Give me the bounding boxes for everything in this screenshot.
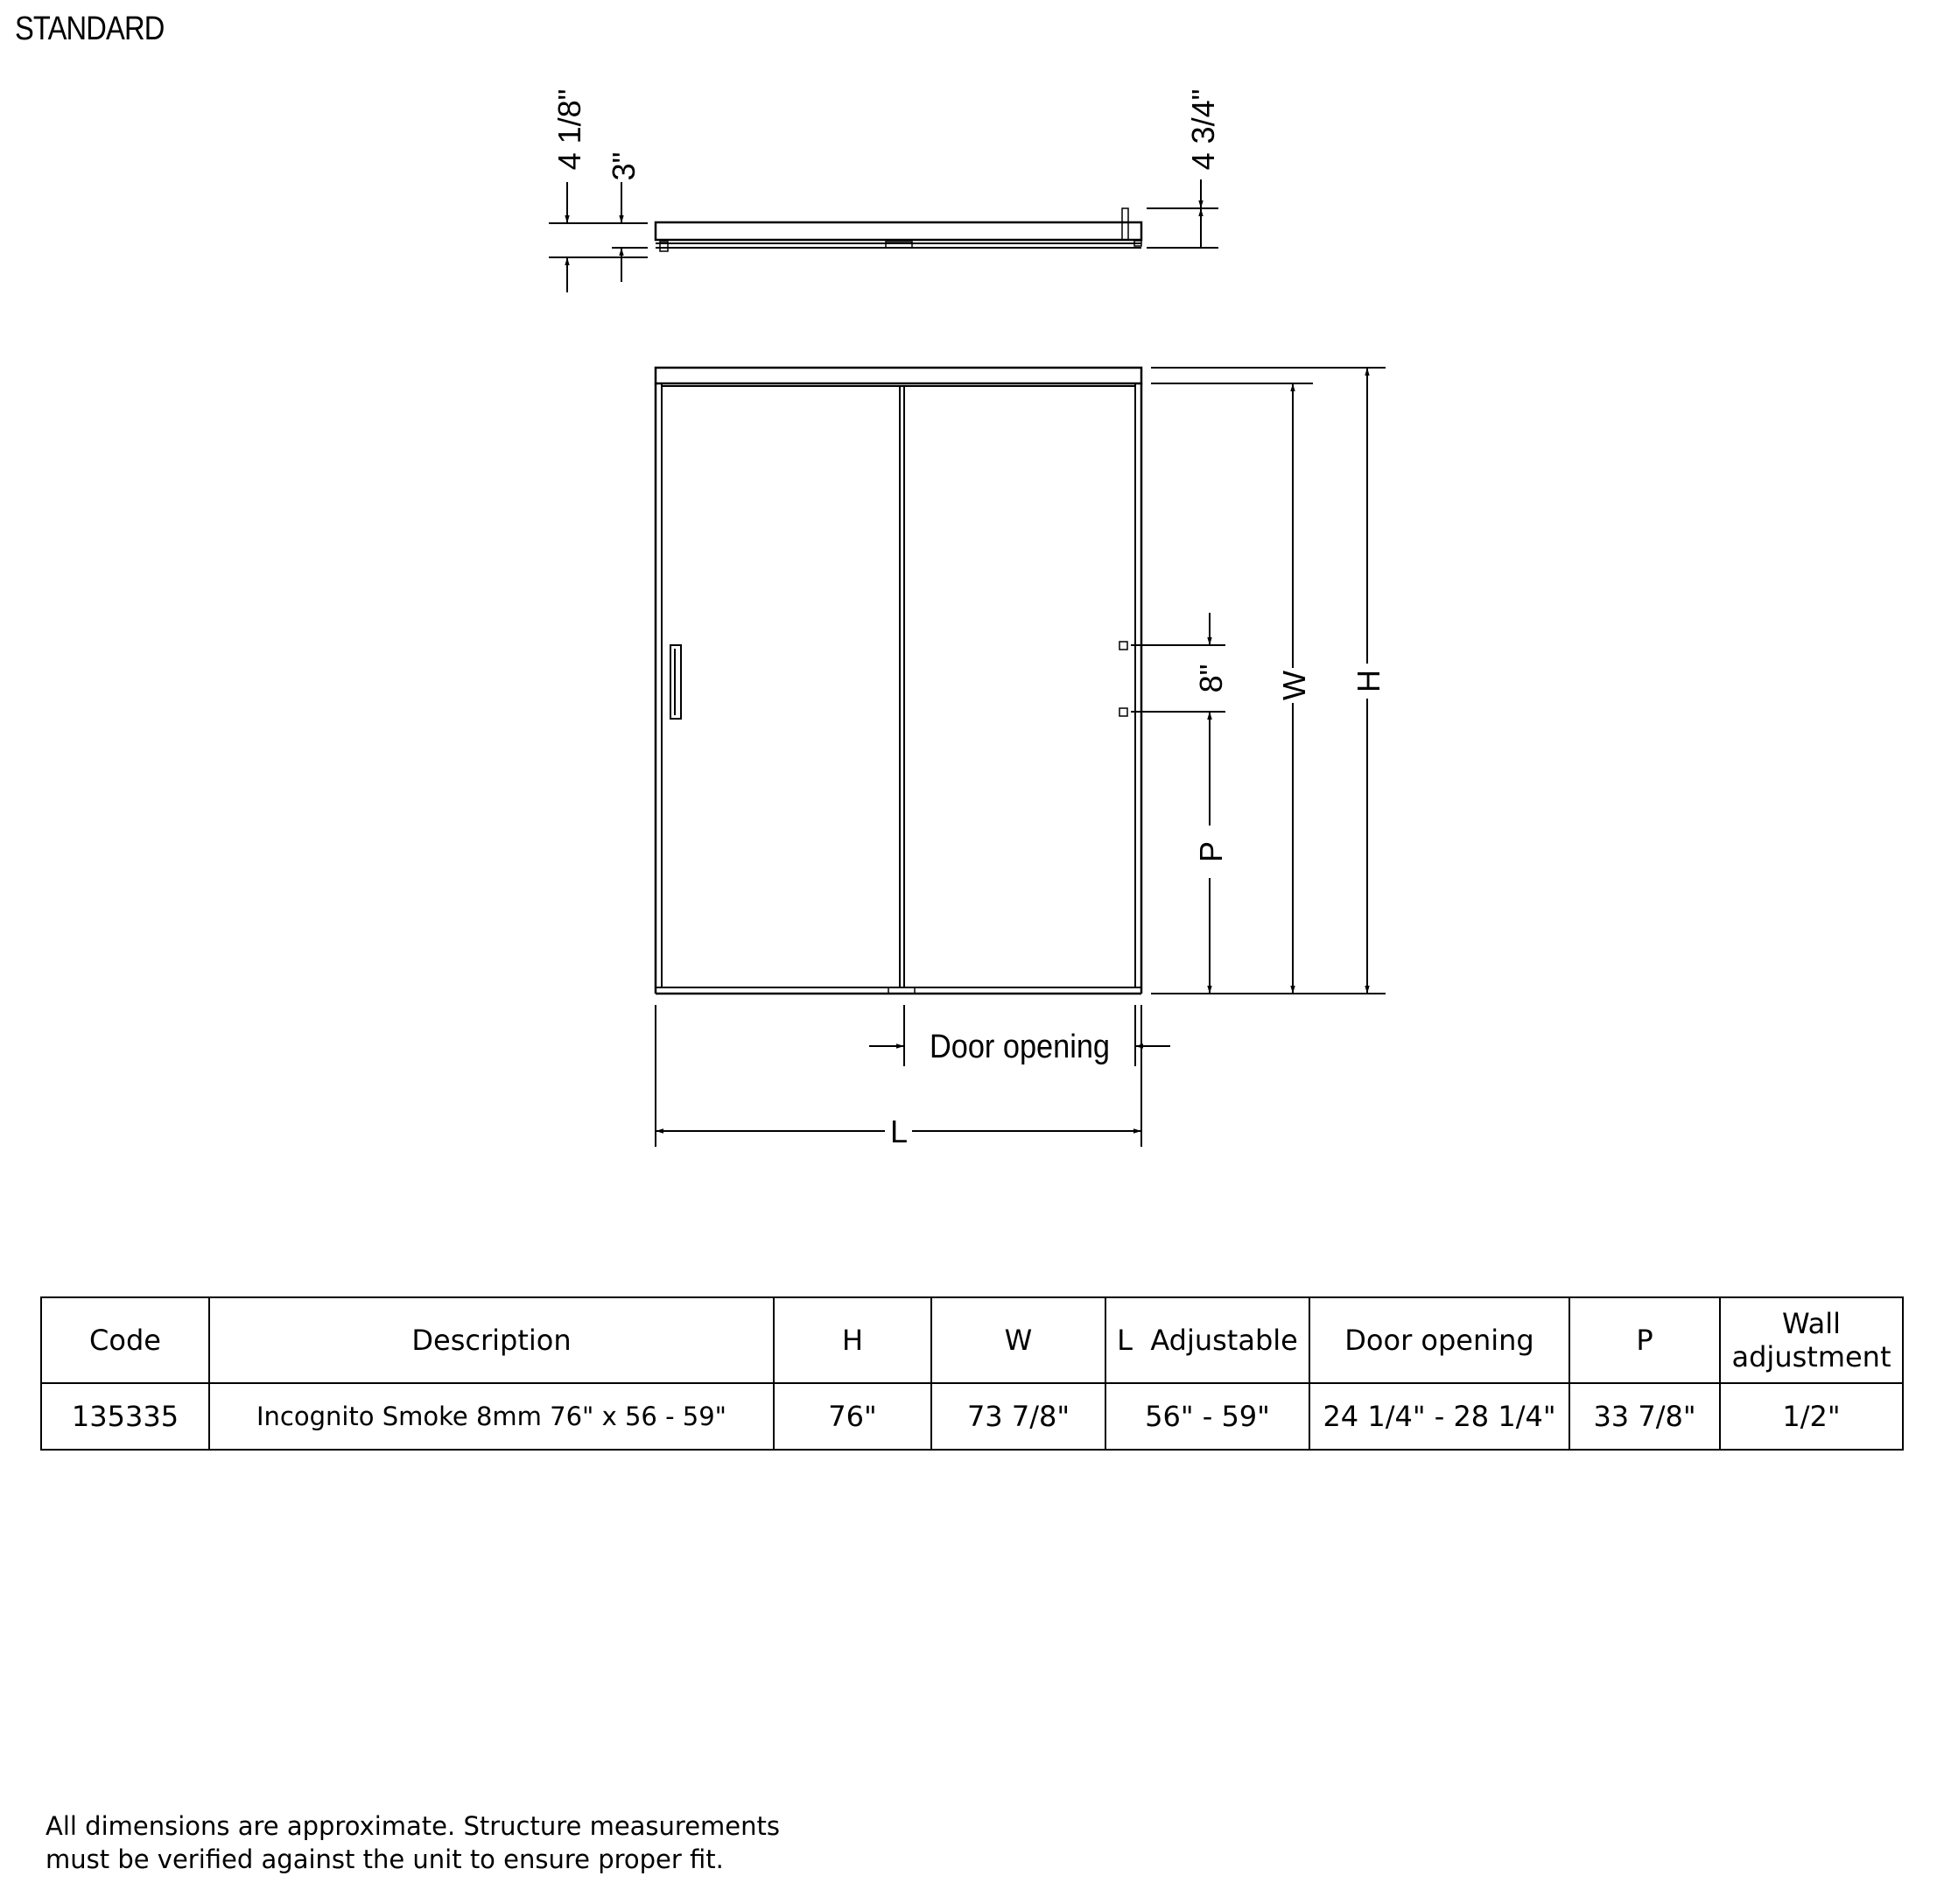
dim-l: L: [889, 1114, 909, 1149]
dim-8: 8": [1193, 664, 1229, 693]
top-view: [549, 179, 1218, 292]
cell-h: 76": [774, 1383, 931, 1450]
cell-l: 56" - 59": [1105, 1383, 1309, 1450]
header-l: L Adjustable: [1105, 1297, 1309, 1383]
table-header-row: [41, 1297, 1903, 1383]
cell-w: 73 7/8": [931, 1383, 1105, 1450]
top-view-right-bracket: [1122, 208, 1128, 240]
page-title: STANDARD: [15, 11, 165, 47]
dim-w: W: [1276, 671, 1312, 700]
dim-p: P: [1193, 840, 1229, 863]
header-description: Description: [209, 1297, 774, 1383]
top-view-rail: [656, 222, 1141, 240]
header-wall-line1: Wall: [1782, 1307, 1841, 1340]
footnote: [46, 1809, 1008, 1876]
cell-wall-adjustment: 1/2": [1720, 1383, 1903, 1450]
spec-table: [40, 1296, 1904, 1451]
dim-h: H: [1351, 670, 1386, 692]
footnote-line1: All dimensions are approximate. Structure measurements: [46, 1811, 781, 1841]
header-wall-adjustment: [1720, 1297, 1903, 1383]
cell-p: 33 7/8": [1569, 1383, 1720, 1450]
header-w: W: [931, 1297, 1105, 1383]
header-h: H: [774, 1297, 931, 1383]
header-code: Code: [41, 1297, 209, 1383]
header-wall-line2: adjustment: [1731, 1340, 1891, 1374]
header-p: P: [1569, 1297, 1720, 1383]
wall-bracket-lower: [1119, 708, 1127, 716]
table-row: [41, 1383, 1903, 1450]
header-door-opening: Door opening: [1309, 1297, 1569, 1383]
dim-door-opening: Door opening: [930, 1029, 1110, 1065]
cell-door-opening: 24 1/4" - 28 1/4": [1309, 1383, 1569, 1450]
dim-3: 3": [606, 151, 642, 181]
cell-description: Incognito Smoke 8mm 76" x 56 - 59": [209, 1383, 774, 1450]
footnote-line2: must be verified against the unit to ensure proper fit.: [46, 1844, 724, 1874]
dim-4-3-4: 4 3/4": [1185, 88, 1221, 171]
cell-code: 135335: [41, 1383, 209, 1450]
wall-bracket-upper: [1119, 642, 1127, 650]
header-rail: [656, 368, 1141, 383]
dim-4-1-8: 4 1/8": [551, 88, 587, 171]
